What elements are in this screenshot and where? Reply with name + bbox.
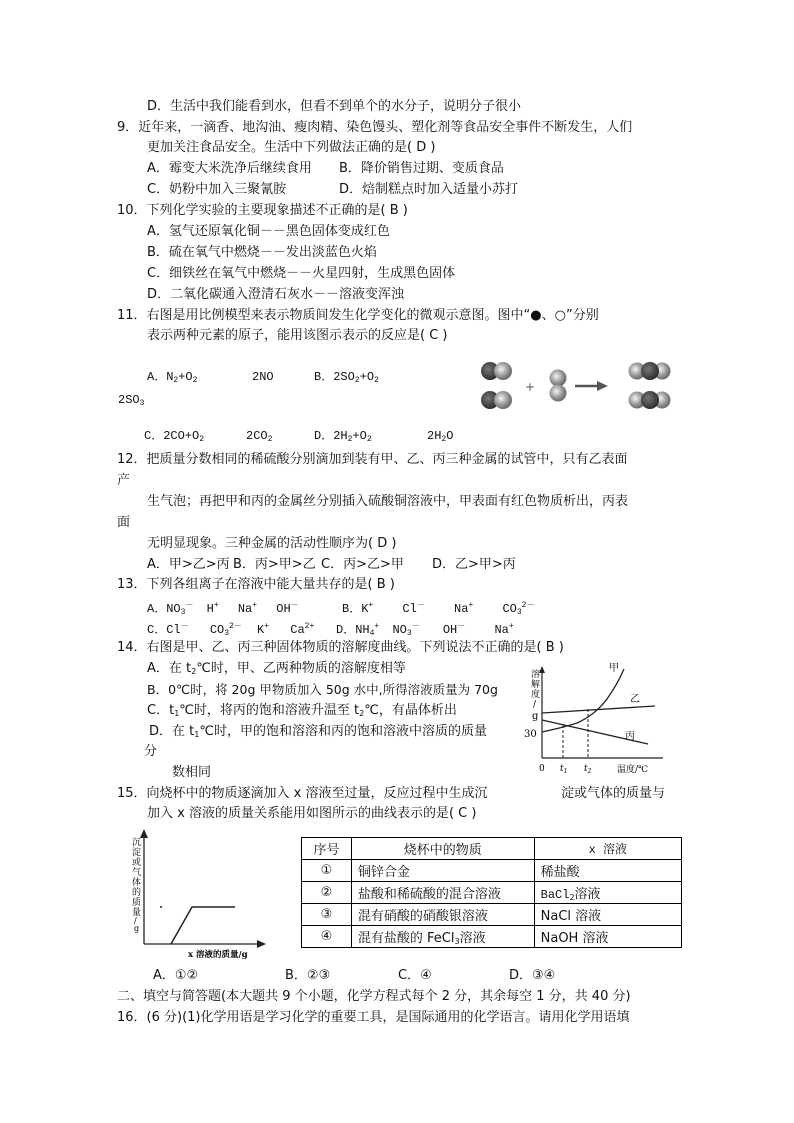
product-molecule-1 — [629, 362, 671, 380]
row-x-solution: NaCl 溶液 — [534, 904, 681, 926]
header-no: 序号 — [302, 838, 352, 860]
q15-option-c: C．④ — [398, 968, 432, 983]
t1-label: $t_1$ — [560, 764, 568, 775]
curve-label-yi: 乙 — [630, 694, 640, 705]
q9-stem-cont: 更加关注食品安全。生活中下列做法正确的是( D ) — [147, 140, 436, 155]
product-molecule-2 — [629, 391, 671, 409]
q14-option-b: B．0℃时，将 20g 甲物质加入 50g 水中,所得溶液质量为 70g — [147, 682, 498, 697]
row-x-solution: BaCl$_2$溶液 — [534, 882, 681, 904]
origin-label: 0 — [539, 764, 545, 774]
q13-stem: 13．下列各组离子在溶液中能大量共存的是( B ) — [117, 577, 395, 592]
row-x-solution: 稀盐酸 — [534, 860, 681, 882]
header-x-solution: x 溶液 — [534, 838, 681, 860]
y-axis — [140, 829, 148, 944]
q13-option-a: A．$NO_3^-$ H+ Na+ OH－ — [147, 601, 299, 617]
x-label: 温度/℃ — [617, 765, 649, 775]
q11-option-d: D．$2H_2+O_2$ — [314, 429, 372, 444]
q9-option-b: B．降价销售过期、变质食品 — [339, 161, 504, 176]
y-label-5: g — [532, 711, 539, 722]
q12-stem-cont: 生气泡；再把甲和丙的金属丝分别插入硫酸铜溶液中，甲表面有红色物质析出，丙表 — [147, 494, 629, 509]
q15-table — [301, 837, 682, 948]
q14-option-d-wrap: 分 — [144, 744, 158, 759]
q8-option-d: D．生活中我们能看到水，但看不到单个的水分子，说明分子很小 — [147, 99, 522, 114]
q14-option-d-cont: 数相同 — [172, 765, 212, 780]
q12-option-d: D．乙>甲>丙 — [432, 557, 516, 572]
row-substance: 盐酸和稀硫酸的混合溶液 — [351, 882, 534, 904]
q12-option-b: B．丙>甲>乙 — [233, 557, 316, 572]
y-label-4: 气 — [132, 868, 142, 878]
q11-option-a-product: 2NO — [252, 370, 274, 384]
q10-option-d: D．二氧化碳通入澄清石灰水－－溶液变浑浊 — [147, 287, 405, 302]
section-2-heading: 二、填空与简答题(本大题共 9 个小题，化学方程式每个 2 分，其余每空 1 分，共 40 分) — [117, 989, 631, 1004]
q11-option-d-product: $2H_2O$ — [427, 429, 454, 444]
q10-option-b: B．硫在氧气中燃烧－－发出淡蓝色火焰 — [147, 245, 377, 260]
y-label-4: / — [533, 700, 537, 710]
y-label-1: 溶 — [531, 670, 541, 680]
q12-stem: 12．把质量分数相同的稀硫酸分别滴加到装有甲、乙、丙三种金属的试管中，只有乙表面 — [117, 452, 628, 467]
curve-yi — [542, 706, 655, 713]
table-header-row — [302, 838, 682, 860]
precipitate-curve — [171, 907, 235, 944]
y-label-3: 度 — [531, 690, 541, 700]
q14-solubility-graph — [515, 655, 685, 780]
row-no: ③ — [302, 904, 352, 926]
table-row — [302, 904, 682, 926]
q15-stem-right: 淀或气体的质量与 — [561, 786, 666, 801]
q12-stem-wrap-2: 面 — [117, 515, 131, 530]
t2-label: $t_2$ — [584, 764, 592, 775]
q9-stem: 9．近年来，一滴香、地沟油、瘦肉精、染色馒头、塑化剂等食品安全事件不断发生，人们 — [117, 120, 633, 135]
arrow-icon — [575, 381, 608, 391]
q11-option-c-product: $2CO_2$ — [246, 429, 273, 444]
curve-label-bing: 丙 — [625, 731, 635, 742]
q14-option-d: D．在 $t_1℃$时，甲的饱和溶溶和丙的饱和溶液中溶质的质量 — [149, 724, 487, 739]
row-substance: 混有盐酸的 FeCl$_3$溶液 — [351, 926, 534, 948]
y-label-3: 或 — [132, 858, 142, 868]
q12-stem-wrap: 产 — [117, 473, 131, 488]
reactant-molecule-3 — [550, 370, 567, 402]
q10-stem: 10．下列化学实验的主要现象描述不正确的是( B ) — [117, 203, 408, 218]
y-label-8: 量 — [132, 908, 142, 918]
q13-option-b: B．K+ Cl－ Na+ $CO_3^{2-}$ — [342, 601, 535, 617]
q11-molecule-diagram — [470, 350, 690, 420]
q15-precipitate-graph — [110, 825, 290, 960]
plus-sign: + — [525, 380, 536, 394]
q12-option-a: A．甲>乙>丙 — [147, 557, 230, 572]
q14-option-c: C．$t_1℃$时，将丙的饱和溶液升温至 $t_2℃$，有晶体析出 — [147, 703, 457, 718]
q13-option-d: D．$NH_4^+$ $NO_3^-$ OH－ Na+ — [336, 622, 514, 638]
q10-option-a: A．氢气还原氧化铜－－黑色固体变成红色 — [147, 224, 390, 239]
q16-stem: 16．(6 分)(1)化学用语是学习化学的重要工具，是国际通用的化学语言。请用化学用语填 — [117, 1010, 630, 1025]
row-substance: 铜锌合金 — [351, 860, 534, 882]
header-substance: 烧杯中的物质 — [351, 838, 534, 860]
y-label-7: 质 — [132, 898, 142, 908]
q9-option-a: A．霉变大米洗净后继续食用 — [147, 161, 312, 176]
row-no: ④ — [302, 926, 352, 948]
q15-stem-cont: 加入 x 溶液的质量关系能用如图所示的曲线表示的是( C ) — [147, 806, 477, 821]
q15-option-b: B．②③ — [285, 968, 331, 983]
q11-option-a: A．$N_2+O_2$ — [147, 370, 198, 385]
q9-option-c: C．奶粉中加入三聚氰胺 — [147, 182, 287, 197]
q13-option-c: C．Cl－ $CO_3^{2-}$ K+ $Ca^{2+}$ — [147, 622, 315, 638]
row-x-solution: NaOH 溶液 — [534, 926, 681, 948]
y-label-2: 淀 — [132, 848, 142, 858]
reactant-molecule-1 — [481, 362, 512, 380]
stray-dot — [160, 906, 162, 908]
q11-stem: 11．右图是用比例模型来表示物质间发生化学变化的微观示意图。图中“●、○”分别 — [117, 308, 599, 323]
curve-label-jia: 甲 — [609, 663, 619, 674]
y-label-9: / — [134, 916, 137, 925]
x-axis — [144, 940, 266, 948]
y-label-2: 解 — [531, 680, 541, 690]
row-no: ② — [302, 882, 352, 904]
table-row — [302, 926, 682, 948]
q15-option-d: D．③④ — [509, 968, 556, 983]
reactant-molecule-2 — [481, 391, 512, 409]
q15-stem: 15．向烧杯中的物质逐滴加入 x 溶液至过量，反应过程中生成沉 — [117, 786, 488, 801]
y-label-10: g — [134, 924, 140, 933]
y-label-5: 体 — [132, 878, 142, 888]
y-label-1: 沉 — [132, 838, 142, 848]
q14-option-a: A．在 $t_2℃$时，甲、乙两种物质的溶解度相等 — [147, 661, 406, 676]
table-row — [302, 860, 682, 882]
q11-option-c: C．$2CO+O_2$ — [144, 429, 205, 444]
row-substance: 混有硝酸的硝酸银溶液 — [351, 904, 534, 926]
q15-option-a: A．①② — [153, 968, 199, 983]
y-label-6: 的 — [132, 888, 142, 898]
table-row — [302, 882, 682, 904]
q14-stem: 14．右图是甲、乙、丙三种固体物质的溶解度曲线。下列说法不正确的是( B ) — [117, 640, 564, 655]
row-no: ① — [302, 860, 352, 882]
q12-stem-cont-2: 无明显现象。三种金属的活动性顺序为( D ) — [147, 536, 397, 551]
x-label: x 溶液的质量/g — [188, 950, 248, 960]
q11-stem-cont: 表示两种元素的原子，能用该图示表示的反应是( C ) — [147, 328, 448, 343]
q12-option-c: C．丙>乙>甲 — [321, 557, 404, 572]
q11-option-b: B．$2SO_2+O_2$ — [314, 370, 379, 385]
q9-option-d: D．焙制糕点时加入适量小苏打 — [339, 182, 519, 197]
y-tick-30: 30 — [524, 729, 537, 740]
q10-option-c: C．细铁丝在氧气中燃烧－－火星四射，生成黑色固体 — [147, 266, 456, 281]
q11-option-b-product: $2SO_3$ — [118, 393, 145, 408]
